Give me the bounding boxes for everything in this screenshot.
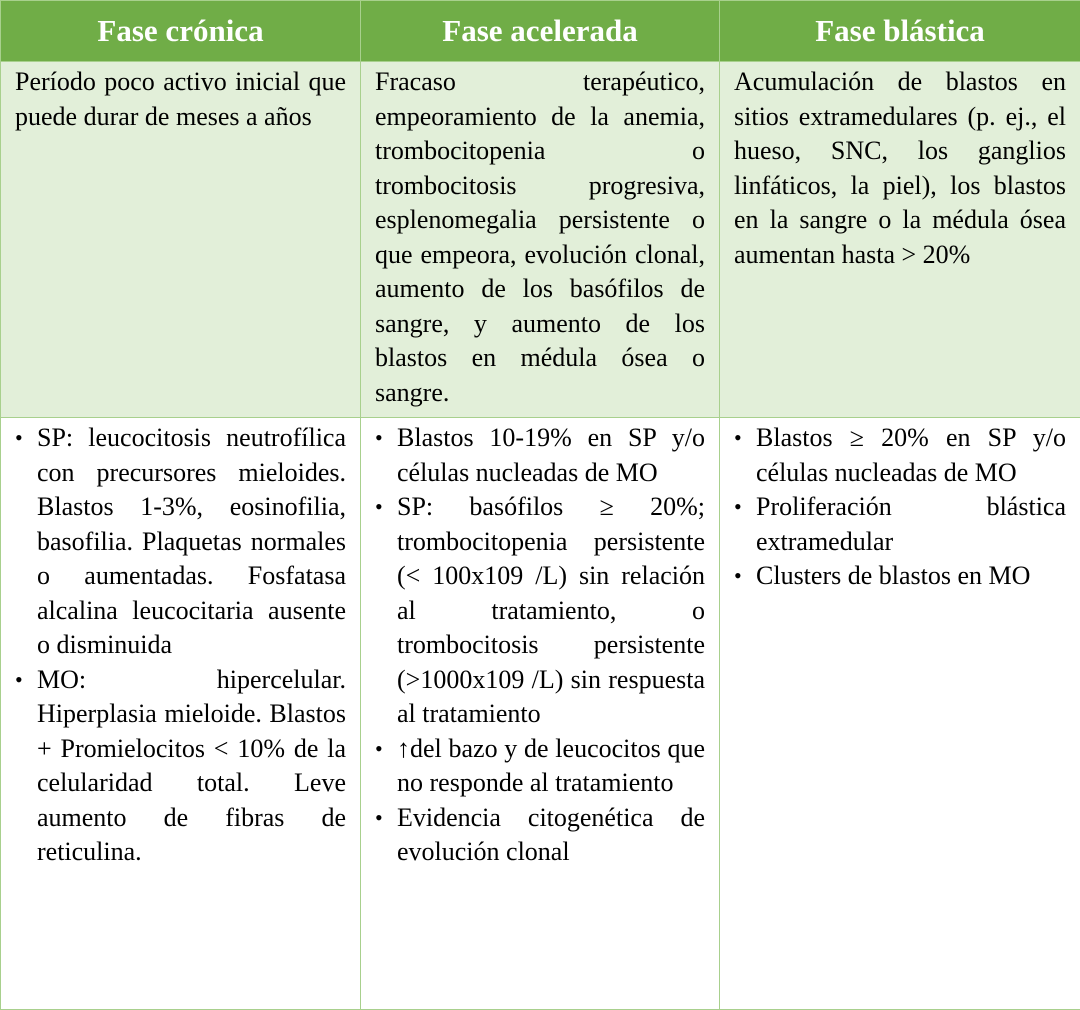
header-blast-phase: Fase blástica bbox=[720, 1, 1080, 62]
description-chronic: Período poco activo inicial que puede durar de meses a años bbox=[1, 62, 361, 418]
bullet-icon: • bbox=[15, 425, 23, 450]
criteria-item bbox=[734, 559, 1066, 594]
criteria-list-chronic bbox=[15, 421, 346, 870]
criteria-list-blast bbox=[734, 421, 1066, 594]
bullet-icon: • bbox=[375, 425, 383, 450]
bullet-icon: • bbox=[375, 494, 383, 519]
criteria-text: SP: leucocitosis neutrofílica con precursores mieloides. Blastos 1-3%, eosinofilia, basofilia. Plaquetas normales o aumentadas. Fosfatasa alcalina leucocitaria ausente o disminuida bbox=[37, 423, 346, 659]
header-accelerated-phase: Fase acelerada bbox=[361, 1, 720, 62]
description-accelerated: Fracaso terapéutico, empeoramiento de la anemia, trombocitopenia o trombocitosis progresiva, esplenomegalia persistente o que empeora, evolución clonal, aumento de los basófilos de sangre, y aumento de los blastos en médula ósea o sangre. bbox=[361, 62, 720, 418]
criteria-list-accelerated bbox=[375, 421, 705, 870]
criteria-text: Clusters de blastos en MO bbox=[756, 561, 1031, 590]
bullet-icon: • bbox=[734, 494, 742, 519]
header-row bbox=[1, 1, 1080, 62]
criteria-text: Blastos ≥ 20% en SP y/o células nucleadas de MO bbox=[756, 423, 1066, 487]
bullet-icon: • bbox=[15, 666, 23, 692]
criteria-accelerated bbox=[361, 418, 720, 1010]
bullet-icon: • bbox=[734, 563, 742, 588]
criteria-item bbox=[375, 490, 705, 732]
description-row bbox=[1, 62, 1080, 418]
criteria-text: SP: basófilos ≥ 20%; trombocitopenia persistente (< 100x109 /L) sin relación al tratamiento, o trombocitosis persistente (>1000x109 /L) sin respuesta al tratamiento bbox=[397, 492, 705, 728]
criteria-item bbox=[375, 421, 705, 490]
criteria-chronic bbox=[1, 418, 361, 1010]
criteria-text: Proliferación blástica extramedular bbox=[756, 492, 1066, 556]
criteria-text: MO: hipercelular. Hiperplasia mieloide. Blastos + Promielocitos < 10% de la celularidad total. Leve aumento de fibras de reticulina. bbox=[37, 664, 346, 866]
criteria-row bbox=[1, 418, 1080, 1010]
description-blast: Acumulación de blastos en sitios extramedulares (p. ej., el hueso, SNC, los ganglios linfáticos, la piel), los blastos en la sangre o la médula ósea aumentan hasta > 20% bbox=[720, 62, 1080, 418]
bullet-icon: • bbox=[375, 735, 383, 761]
criteria-item bbox=[375, 801, 705, 870]
criteria-item bbox=[375, 732, 705, 801]
criteria-item bbox=[734, 421, 1066, 490]
bullet-icon: • bbox=[375, 804, 383, 830]
criteria-text: ↑del bazo y de leucocitos que no responde al tratamiento bbox=[397, 733, 705, 797]
criteria-item bbox=[15, 421, 346, 663]
criteria-item bbox=[734, 490, 1066, 559]
criteria-blast bbox=[720, 418, 1080, 1010]
criteria-text: Evidencia citogenética de evolución clonal bbox=[397, 802, 705, 866]
criteria-item bbox=[15, 663, 346, 870]
bullet-icon: • bbox=[734, 425, 742, 450]
criteria-text: Blastos 10-19% en SP y/o células nucleadas de MO bbox=[397, 423, 705, 487]
header-chronic-phase: Fase crónica bbox=[1, 1, 361, 62]
